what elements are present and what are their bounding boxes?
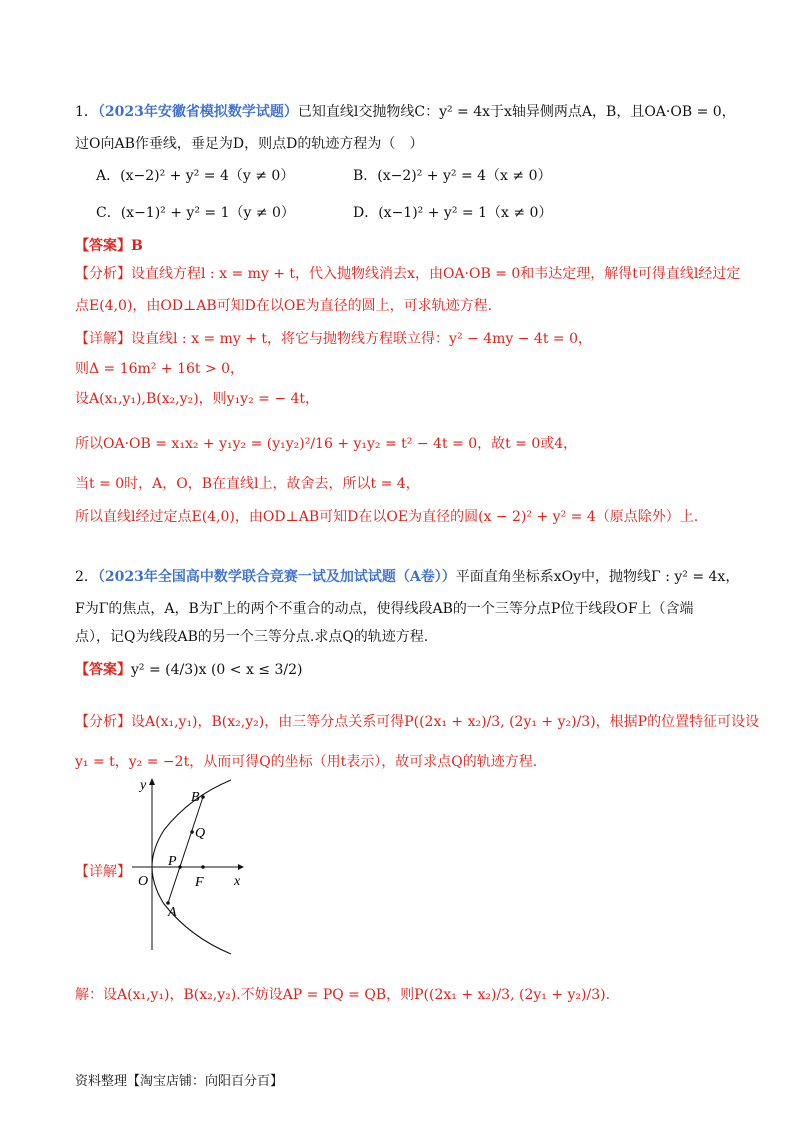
label-x: x	[234, 874, 241, 889]
label-a: A	[168, 905, 177, 920]
q1-analysis-2: 点E(4,0)，由OD⊥AB可知D在以OE为直径的圆上，可求轨迹方程.	[75, 298, 493, 314]
label-f: F	[195, 875, 204, 890]
q2-answer-label: 【答案】	[75, 662, 131, 678]
q2-analysis-1: 【分析】设A(x₁,y₁)，B(x₂,y₂)，由三等分点关系可得P((2x₁ + x₂)/3, (2y₁ + y₂)/3)，根据P的位置特征可设设	[75, 714, 760, 730]
q1-detail-3: 设A(x₁,y₁),B(x₂,y₂)，则y₁y₂ = − 4t，	[75, 391, 320, 407]
q2-detail-label: 【详解】	[75, 864, 131, 880]
q2-number: 2．	[75, 569, 98, 585]
label-y: y	[140, 778, 147, 793]
q2-answer-equation: y² = (4/3)x (0 < x ≤ 3/2)	[131, 662, 303, 678]
q1-stem-2: 过O向AB作垂线，垂足为D，则点D的轨迹方程为（ ）	[75, 136, 424, 152]
y-axis-arrow	[149, 778, 155, 785]
q1-analysis-1: 【分析】设直线方程l : x = my + t，代入抛物线消去x，由OA·OB = 0和韦达定理，解得t可得直线l经过定	[75, 266, 741, 282]
label-b: B	[191, 790, 200, 805]
x-axis-arrow	[238, 864, 244, 870]
q1-line1	[75, 102, 736, 122]
q1-option-d: D．(x−1)² + y² = 1（x ≠ 0）	[353, 205, 553, 221]
q2-stem-1: 平面直角坐标系xOy中，抛物线Γ : y² = 4x，	[455, 569, 740, 585]
q2-analysis-2: y₁ = t，y₂ = −2t，从而可得Q的坐标（用t表示），故可求点Q的轨迹方程.	[75, 754, 538, 770]
point-q	[190, 830, 194, 834]
footer-note: 资料整理【淘宝店铺：向阳百分百】	[75, 1074, 284, 1089]
q2-solution: 解：设A(x₁,y₁)，B(x₂,y₂).不妨设AP = PQ = QB，则P((2x₁ + x₂)/3, (2y₁ + y₂)/3).	[75, 987, 611, 1003]
point-f	[201, 865, 205, 869]
q2-stem-3: 点），记Q为线段AB的另一个三等分点.求点Q的轨迹方程.	[75, 629, 429, 645]
point-b	[201, 795, 205, 799]
label-q: Q	[195, 826, 206, 841]
q1-detail-2: 则Δ = 16m² + 16t > 0，	[75, 361, 245, 377]
q2-source: （2023年全国高中数学联合竞赛一试及加试试题（A卷））	[97, 569, 456, 585]
q1-detail-5: 当t = 0时，A，O，B在直线l上，故舍去，所以t = 4，	[75, 476, 420, 492]
q1-number: 1．	[75, 104, 98, 120]
q2-line1	[75, 567, 739, 587]
q1-detail-4: 所以OA·OB = x₁x₂ + y₁y₂ = (y₁y₂)²/16 + y₁y₂ = t² − 4t = 0，故t = 0或4，	[75, 436, 578, 452]
q2-answer	[75, 660, 302, 680]
parabola-figure	[128, 775, 258, 955]
label-o: O	[138, 874, 149, 889]
q1-detail-6: 所以直线l经过定点E(4,0)，由OD⊥AB可知D在以OE为直径的圆(x − 2)² + y² = 4（原点除外）上.	[75, 509, 699, 525]
q1-option-b: B．(x−2)² + y² = 4（x ≠ 0）	[353, 168, 552, 184]
q2-stem-2: F为Γ的焦点，A，B为Γ上的两个不重合的动点，使得线段AB的一个三等分点P位于线段OF上（含端	[75, 601, 694, 617]
q1-stem-1: 已知直线l交抛物线C：y² = 4x于x轴异侧两点A，B，且OA·OB = 0，	[297, 104, 736, 120]
q1-answer: 【答案】B	[75, 238, 143, 254]
q1-source: （2023年安徽省模拟数学试题）	[97, 104, 298, 120]
label-p: P	[168, 854, 177, 869]
q1-option-a: A．(x−2)² + y² = 4（y ≠ 0）	[96, 168, 295, 184]
q1-option-c: C．(x−1)² + y² = 1（y ≠ 0）	[96, 205, 295, 221]
q1-detail-1: 【详解】设直线l : x = my + t，将它与抛物线方程联立得：y² − 4my − 4t = 0，	[75, 331, 593, 347]
point-p	[178, 865, 182, 869]
